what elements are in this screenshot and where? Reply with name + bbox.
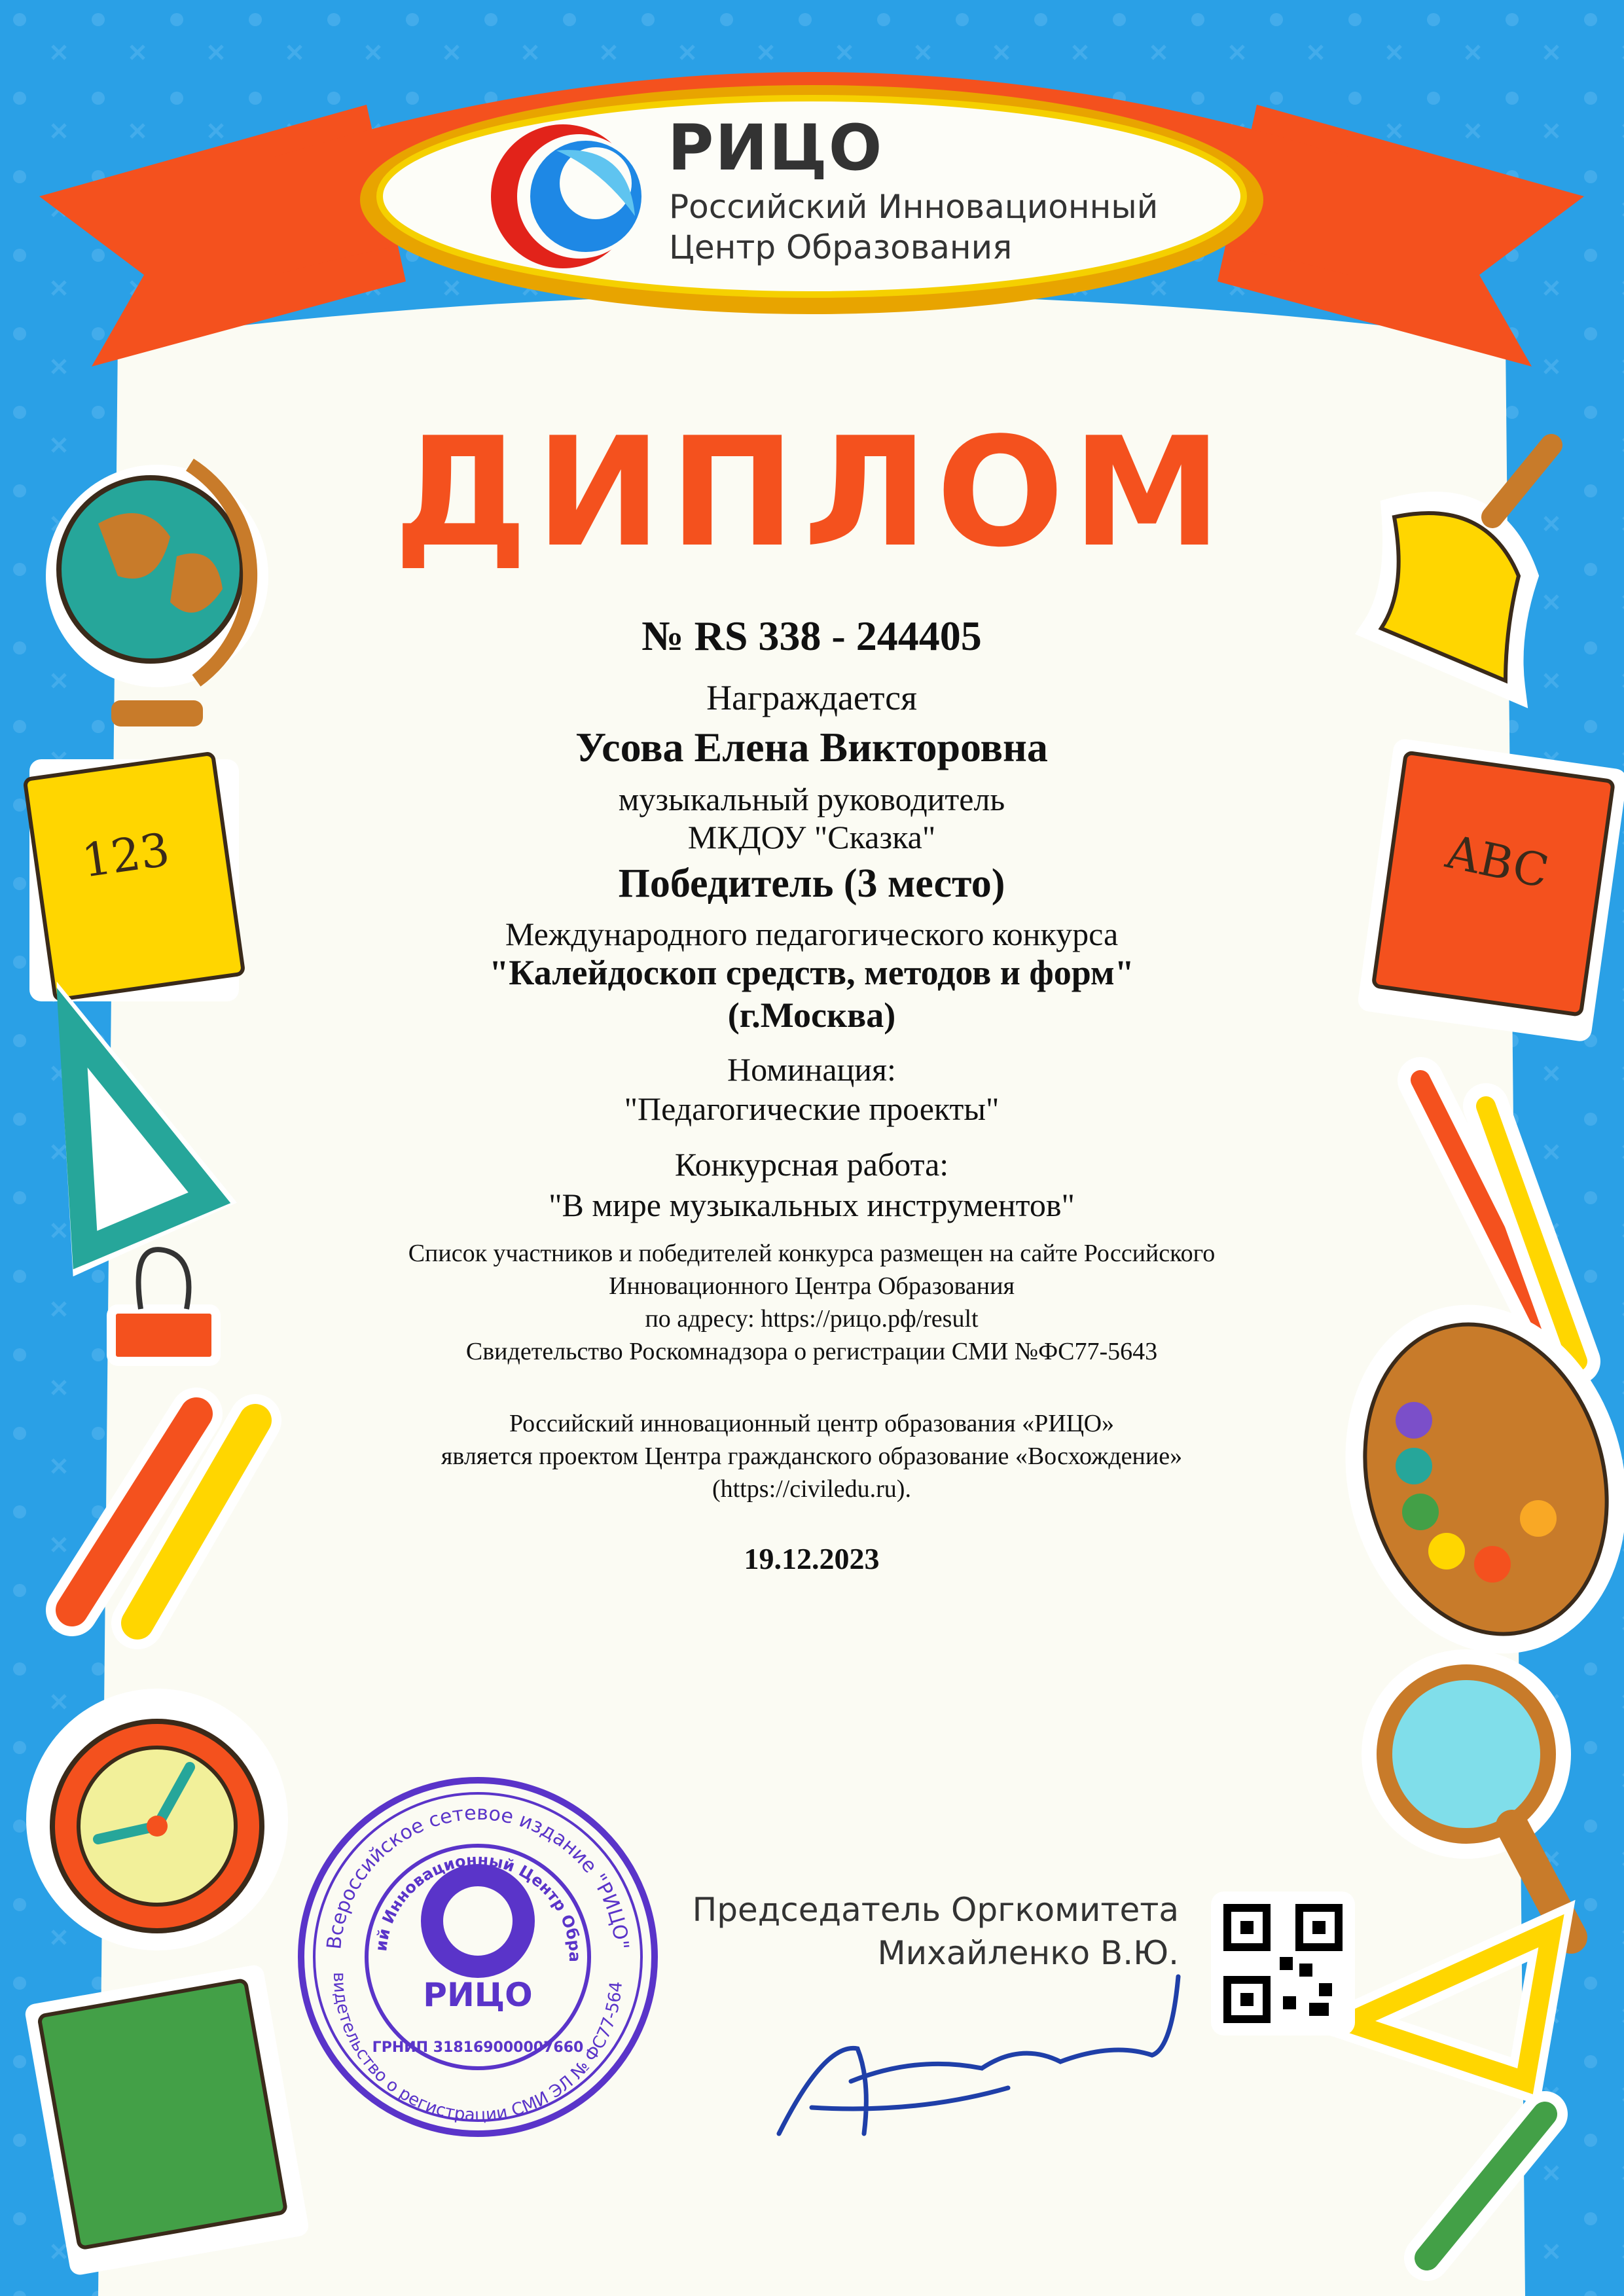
- contest-name: "Калейдоскоп средств, методов и форм": [489, 953, 1134, 992]
- recipient-organization: МКДОУ "Сказка": [687, 819, 936, 855]
- awarded-label: Награждается: [706, 678, 917, 717]
- results-info-line: по адресу: https://рицо.рф/result: [645, 1305, 979, 1333]
- nomination-label: Номинация:: [727, 1051, 896, 1088]
- seal-grnip: ГРНИП 318169000007660: [372, 2039, 584, 2056]
- results-info: [353, 1237, 1270, 1368]
- notebook-123-icon: [25, 753, 244, 1001]
- svg-text:ABC: ABC: [1441, 825, 1553, 899]
- project-info-line: Российский инновационный центр образования «РИЦО»: [509, 1410, 1115, 1437]
- svg-text:123: 123: [79, 822, 173, 888]
- results-info-line: Свидетельство Роскомнадзора о регистрации СМИ №ФС77-5643: [465, 1338, 1158, 1365]
- results-info-line: Инновационного Центра Образования: [609, 1272, 1015, 1300]
- svg-text:Всероссийское сетевое издание: [323, 1802, 633, 1950]
- chair-name: Михайленко В.Ю.: [877, 1934, 1179, 1972]
- seal-text-layer: [288, 1767, 668, 2147]
- logo-subtitle-line1: Российский Инновационный: [669, 188, 1159, 226]
- seal-bottom-text: видетельство о регистрации СМИ ЭЛ № ФС77-564: [329, 1971, 626, 2126]
- green-book-icon: [24, 1964, 310, 2276]
- issue-date: 19.12.2023: [744, 1542, 880, 1575]
- project-info: [353, 1407, 1270, 1505]
- award-result: Победитель (3 место): [618, 861, 1005, 906]
- qr-code-icon: [1211, 1892, 1355, 2036]
- abc-book-icon: [1357, 738, 1624, 1043]
- chair-title: Председатель Оргкомитета: [692, 1891, 1179, 1929]
- logo-subtitle: [669, 187, 1180, 268]
- chair-signature-block: [693, 1888, 1179, 1975]
- project-info-line: (https://civiledu.ru).: [712, 1475, 911, 1503]
- project-info-line: является проектом Центра гражданского образование «Восхождение»: [441, 1443, 1183, 1470]
- results-info-line: Список участников и победителей конкурса размещен на сайте Российского: [408, 1240, 1216, 1267]
- contest-city: (г.Москва): [727, 996, 896, 1035]
- nomination-value: "Педагогические проекты": [624, 1090, 1000, 1127]
- diploma-title: ДИПЛОМ: [393, 406, 1230, 581]
- seal-center-label: РИЦО: [423, 1976, 533, 2014]
- recipient-position: музыкальный руководитель: [618, 781, 1005, 817]
- logo-title: РИЦО: [668, 111, 884, 185]
- seal-outer-text: Всероссийское сетевое издание "РИЦО": [323, 1801, 633, 1950]
- work-label: Конкурсная работа:: [674, 1146, 949, 1183]
- alarm-clock-icon: [26, 1689, 288, 1950]
- recipient-name: Усова Елена Викторовна: [575, 724, 1048, 770]
- logo-subtitle-line2: Центр Образования: [669, 228, 1013, 266]
- contest-intro: Международного педагогического конкурса: [505, 916, 1119, 952]
- seal-inner-text: ий Инновационный Центр Обра: [372, 1850, 585, 1962]
- work-value: "В мире музыкальных инструментов": [549, 1187, 1075, 1223]
- diploma-number: № RS 338 - 244405: [641, 613, 982, 659]
